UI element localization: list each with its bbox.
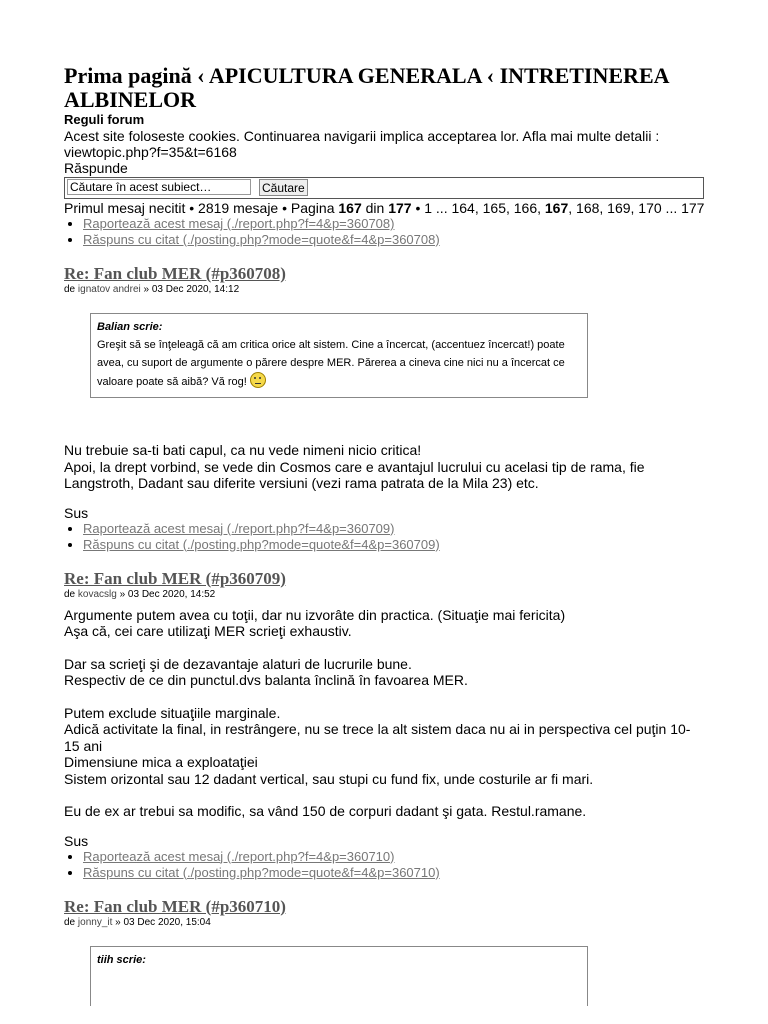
quote-author: Balian scrie:: [97, 321, 163, 333]
page-title: Prima pagină ‹ APICULTURA GENERALA ‹ INTRETINEREA ALBINELOR: [64, 63, 669, 112]
post-line: Argumente putem avea cu toţii, dar nu izvorâte din practica. (Situaţie mai fericita): [64, 606, 566, 623]
back-to-top-link[interactable]: Sus: [64, 832, 89, 849]
back-to-top-link[interactable]: Sus: [64, 504, 89, 521]
top-post-actions: [64, 216, 704, 248]
paragraph-gap: [64, 689, 704, 705]
pagination-total: 177: [388, 200, 412, 216]
pagination-of: din: [361, 200, 389, 216]
search-bar: [64, 177, 704, 199]
post-title[interactable]: Re: Fan club MER (#p360708): [64, 264, 286, 283]
post-line: Aşa că, cei care utilizaţi MER scrieţi exhaustiv.: [64, 623, 352, 639]
meta-prefix: de: [64, 284, 78, 295]
list-item: [83, 521, 704, 537]
report-link[interactable]: Raportează acest mesaj (./report.php?f=4&p=360710): [83, 848, 395, 864]
report-link[interactable]: Raportează acest mesaj (./report.php?f=4&p=360708): [83, 216, 395, 231]
topic-url: viewtopic.php?f=35&t=6168: [64, 144, 237, 160]
search-input[interactable]: [67, 179, 251, 195]
list-item: [83, 849, 704, 865]
quote-link[interactable]: Răspuns cu citat (./posting.php?mode=quote&f=4&p=360709): [83, 536, 440, 552]
post-actions: [64, 849, 704, 881]
page: [64, 64, 704, 1006]
list-item: [83, 232, 704, 248]
search-button[interactable]: Căutare: [259, 179, 308, 196]
report-link[interactable]: Raportează acest mesaj (./report.php?f=4&p=360709): [83, 520, 395, 536]
post-body: [64, 442, 704, 492]
rules-link[interactable]: Reguli forum: [64, 112, 145, 127]
quote-link[interactable]: Răspuns cu citat (./posting.php?mode=quote&f=4&p=360710): [83, 864, 440, 880]
post-title[interactable]: Re: Fan club MER (#p360709): [64, 568, 286, 588]
quote-text: [97, 336, 581, 391]
quote-box: [90, 946, 588, 1006]
post-date: » 03 Dec 2020, 14:12: [140, 284, 240, 295]
post-line: Sistem orizontal sau 12 dadant vertical, sau stupi cu fund fix, unde costurile ar fi mari.: [64, 770, 594, 787]
list-item: [83, 865, 704, 881]
post-line: Apoi, la drept vorbind, se vede din Cosmos care e avantajul lucrului cu acelasi tip de rama, fie Langstroth, Dadant sau diferite versiuni (vezi rama patrata de la Mila 23) etc.: [64, 458, 645, 491]
cookie-notice: Acest site foloseste cookies. Continuarea navigarii implica acceptarea lor. Afla mai multe detalii :: [64, 128, 660, 144]
post-author[interactable]: ignatov andrei: [77, 284, 141, 295]
pagination-pages-before[interactable]: • 1 ... 164, 165, 166,: [411, 200, 545, 216]
pagination-current-page: 167: [544, 200, 569, 216]
post-date: » 03 Dec 2020, 14:52: [116, 588, 216, 600]
quote-body: Greşit să se înţeleagă că am critica orice alt sistem. Cine a încercat, (accentuez încercat!) poate avea, cu suport de argumente o părere despre MER. Părerea a cineva cine nici nu a încercat ce valoare poate să aibă? Vă rog!: [97, 339, 565, 388]
post-line: Nu trebuie sa-ti bati capul, ca nu vede nimeni nicio critica!: [64, 442, 422, 458]
meta-prefix: de: [64, 588, 78, 600]
paragraph-gap: [64, 787, 704, 803]
reply-link[interactable]: Răspunde: [64, 160, 128, 176]
list-item: [83, 537, 704, 553]
quote-box: [90, 313, 588, 398]
post-line: Adică activitate la final, in restrângere, nu se trece la alt sistem daca nu ai in perspectiva cel puţin 10-15 ani: [64, 721, 691, 754]
post-actions: [64, 521, 704, 553]
post-meta: [64, 917, 704, 929]
post-line: Dimensiune mica a exploataţiei: [64, 754, 258, 770]
list-item: [83, 216, 704, 232]
post-author[interactable]: kovacslg: [77, 588, 117, 600]
post-author[interactable]: jonny_it: [77, 916, 113, 928]
smiley-icon: [250, 372, 266, 388]
pagination: [64, 200, 704, 216]
post-meta: [64, 284, 704, 296]
pagination-current: 167: [338, 200, 362, 216]
paragraph-gap: [64, 640, 704, 656]
post-title[interactable]: Re: Fan club MER (#p360710): [64, 896, 286, 916]
pagination-prefix: Primul mesaj necitit • 2819 mesaje • Pagina: [64, 200, 339, 216]
pagination-pages-after[interactable]: , 168, 169, 170 ... 177: [568, 200, 705, 216]
quote-author: tiih scrie:: [97, 953, 146, 966]
post-line: Respectiv de ce din punctul.dvs balanta înclină în favoarea MER.: [64, 672, 468, 688]
post-date: » 03 Dec 2020, 15:04: [112, 916, 211, 928]
quote-link[interactable]: Răspuns cu citat (./posting.php?mode=quote&f=4&p=360708): [83, 232, 440, 247]
meta-prefix: de: [64, 916, 78, 928]
post-line: Putem exclude situaţiile marginale.: [64, 704, 281, 721]
post-meta: [64, 589, 704, 601]
post-line: Eu de ex ar trebui sa modific, sa vând 150 de corpuri dadant şi gata. Restul.ramane.: [64, 803, 587, 819]
post-line: Dar sa scrieţi şi de dezavantaje alaturi de lucrurile bune.: [64, 655, 412, 672]
post-body: [64, 607, 704, 820]
